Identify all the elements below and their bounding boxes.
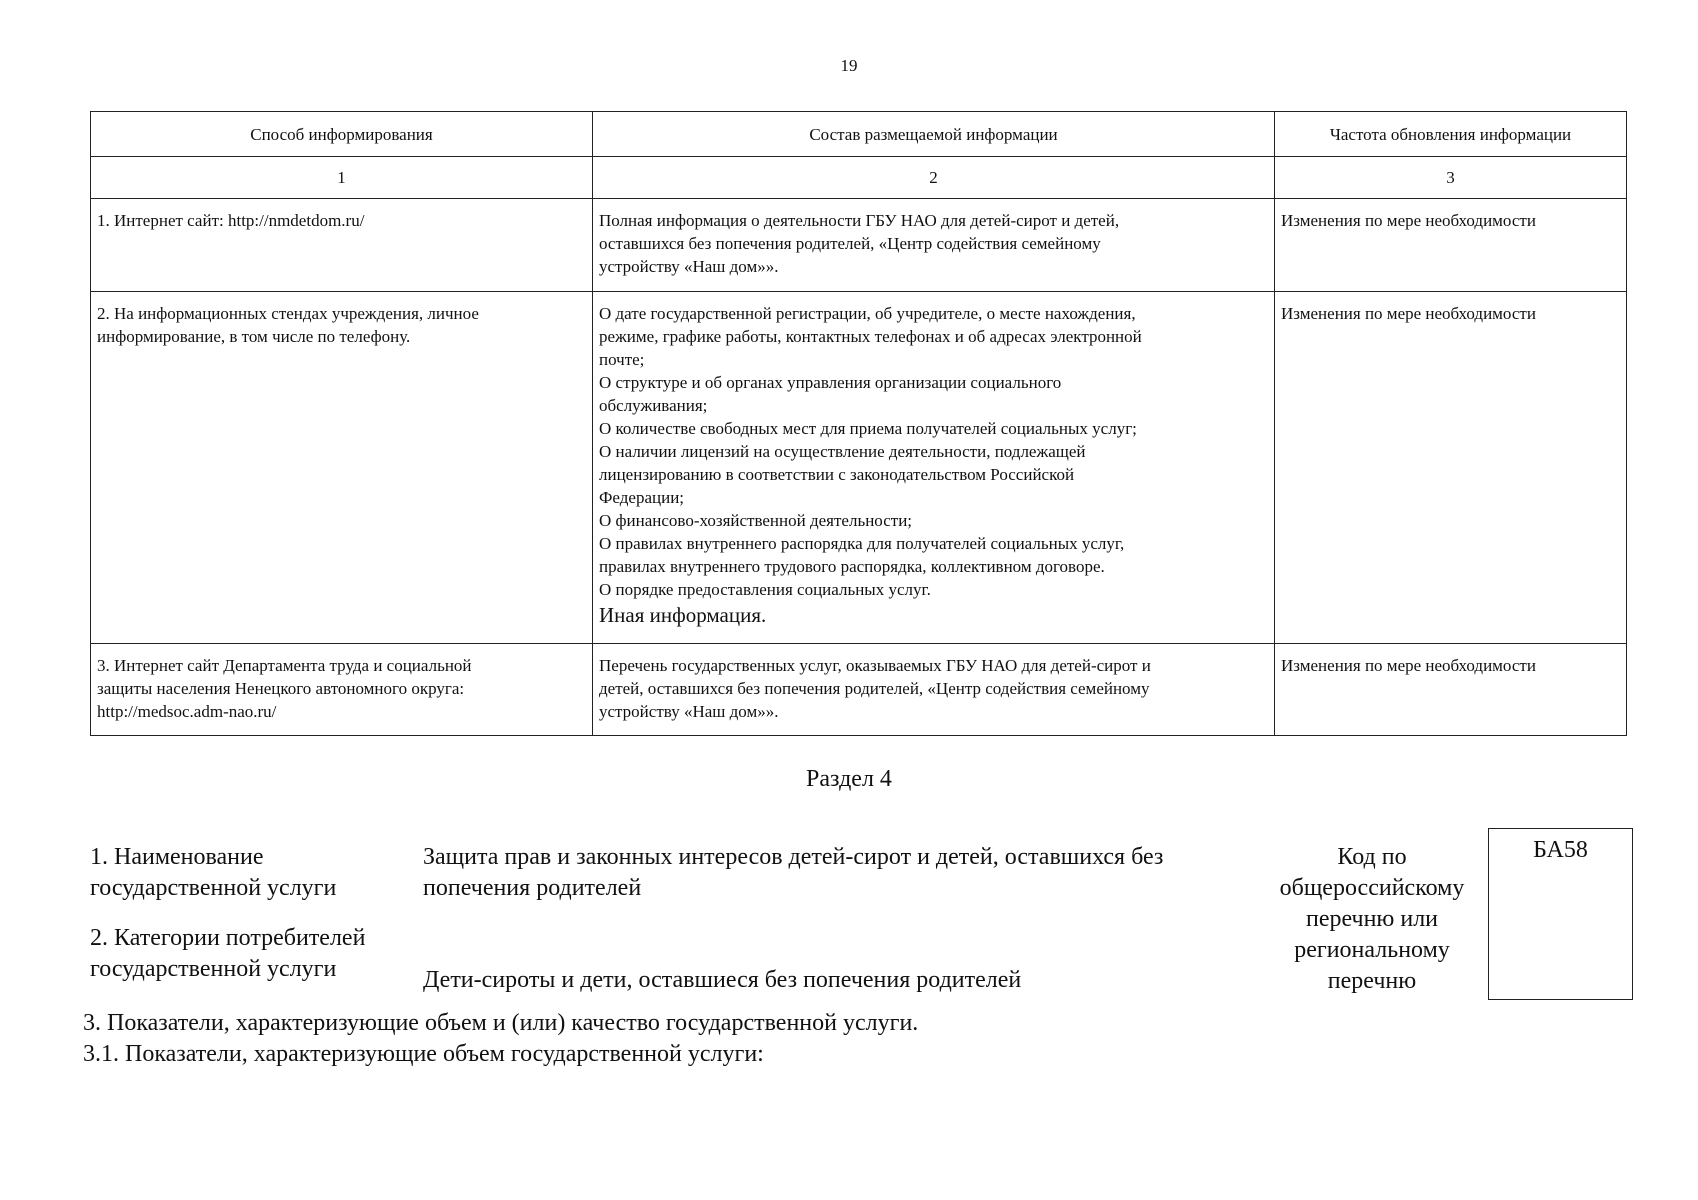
header-method: Способ информирования xyxy=(91,112,593,157)
indicators-line: 3. Показатели, характеризующие объем и (или) качество государственной услуги. xyxy=(83,1010,919,1036)
text-line: Перечень государственных услуг, оказываемых ГБУ НАО для детей-сирот и xyxy=(599,656,1151,675)
consumers-value: Дети-сироты и дети, оставшиеся без попечения родителей xyxy=(423,967,1022,993)
text-line: почте; xyxy=(599,350,645,369)
table-row xyxy=(91,644,1627,736)
label-line: государственной услуги xyxy=(90,875,337,901)
section-title: Раздел 4 xyxy=(806,766,892,792)
label-line: перечню xyxy=(1327,968,1417,994)
table-row xyxy=(91,199,1627,292)
service-name-value xyxy=(423,842,1163,904)
text-line: http://medsoc.adm-nao.ru/ xyxy=(97,702,277,721)
text-line: 2. На информационных стендах учреждения, личное xyxy=(97,304,479,323)
header-frequency: Частота обновления информации xyxy=(1275,112,1627,157)
text-line: О порядке предоставления социальных услуг. xyxy=(599,580,931,599)
method-cell xyxy=(91,292,593,644)
text-line: правилах внутреннего трудового распорядка, коллективном договоре. xyxy=(599,557,1105,576)
text-line: лицензированию в соответствии с законодательством Российской xyxy=(599,465,1075,484)
text-line: О количестве свободных мест для приема получателей социальных услуг; xyxy=(599,419,1137,438)
text-line: 3. Интернет сайт Департамента труда и социальной xyxy=(97,656,472,675)
text-line-large: Иная информация. xyxy=(599,603,767,627)
table-header-row xyxy=(91,112,1627,157)
text-line: О правилах внутреннего распорядка для получателей социальных услуг, xyxy=(599,534,1125,553)
information-table xyxy=(90,111,1627,736)
text-line: оставшихся без попечения родителей, «Центр содействия семейному xyxy=(599,234,1101,253)
volume-line: 3.1. Показатели, характеризующие объем государственной услуги: xyxy=(83,1041,764,1067)
frequency-cell: Изменения по мере необходимости xyxy=(1275,292,1627,644)
label-line: общероссийскому xyxy=(1279,875,1465,901)
column-number: 2 xyxy=(593,157,1275,199)
text-line: детей, оставшихся без попечения родителей, «Центр содействия семейному xyxy=(599,679,1150,698)
label-line: региональному xyxy=(1294,937,1450,963)
label-line: 1. Наименование xyxy=(90,844,264,870)
text-line: О дате государственной регистрации, об учредителе, о месте нахождения, xyxy=(599,304,1136,323)
text-line: режиме, графике работы, контактных телефонах и об адресах электронной xyxy=(599,327,1142,346)
text-line: информирование, в том числе по телефону. xyxy=(97,327,411,346)
text-line: О наличии лицензий на осуществление деятельности, подлежащей xyxy=(599,442,1086,461)
label-line: 2. Категории потребителей xyxy=(90,925,366,951)
content-cell xyxy=(593,644,1275,736)
text-line: устройству «Наш дом»». xyxy=(599,257,779,276)
page-number: 19 xyxy=(840,56,858,75)
content-cell xyxy=(593,199,1275,292)
consumers-label xyxy=(90,923,365,985)
label-line: перечню или xyxy=(1305,906,1439,932)
content-cell xyxy=(593,292,1275,644)
value-line: попечения родителей xyxy=(423,875,642,901)
label-line: Код по xyxy=(1337,844,1407,870)
text-line: устройству «Наш дом»». xyxy=(599,702,779,721)
frequency-cell: Изменения по мере необходимости xyxy=(1275,199,1627,292)
text-line: О структуре и об органах управления организации социального xyxy=(599,373,1062,392)
text-line: Полная информация о деятельности ГБУ НАО для детей-сирот и детей, xyxy=(599,211,1120,230)
column-number: 1 xyxy=(91,157,593,199)
text-line: защиты населения Ненецкого автономного округа: xyxy=(97,679,465,698)
label-line: государственной услуги xyxy=(90,956,337,982)
code-label xyxy=(1262,842,1482,997)
text-line: обслуживания; xyxy=(599,396,708,415)
service-name-label xyxy=(90,842,336,904)
value-line: Защита прав и законных интересов детей-сирот и детей, оставшихся без xyxy=(423,844,1164,870)
header-content: Состав размещаемой информации xyxy=(593,112,1275,157)
text-line: О финансово-хозяйственной деятельности; xyxy=(599,511,913,530)
column-number-row xyxy=(91,157,1627,199)
column-number: 3 xyxy=(1275,157,1627,199)
method-cell xyxy=(91,199,593,292)
table-row xyxy=(91,292,1627,644)
text-line: 1. Интернет сайт: http://nmdetdom.ru/ xyxy=(97,211,365,230)
frequency-cell: Изменения по мере необходимости xyxy=(1275,644,1627,736)
method-cell xyxy=(91,644,593,736)
text-line: Федерации; xyxy=(599,488,685,507)
code-box: БА58 xyxy=(1488,828,1633,1000)
